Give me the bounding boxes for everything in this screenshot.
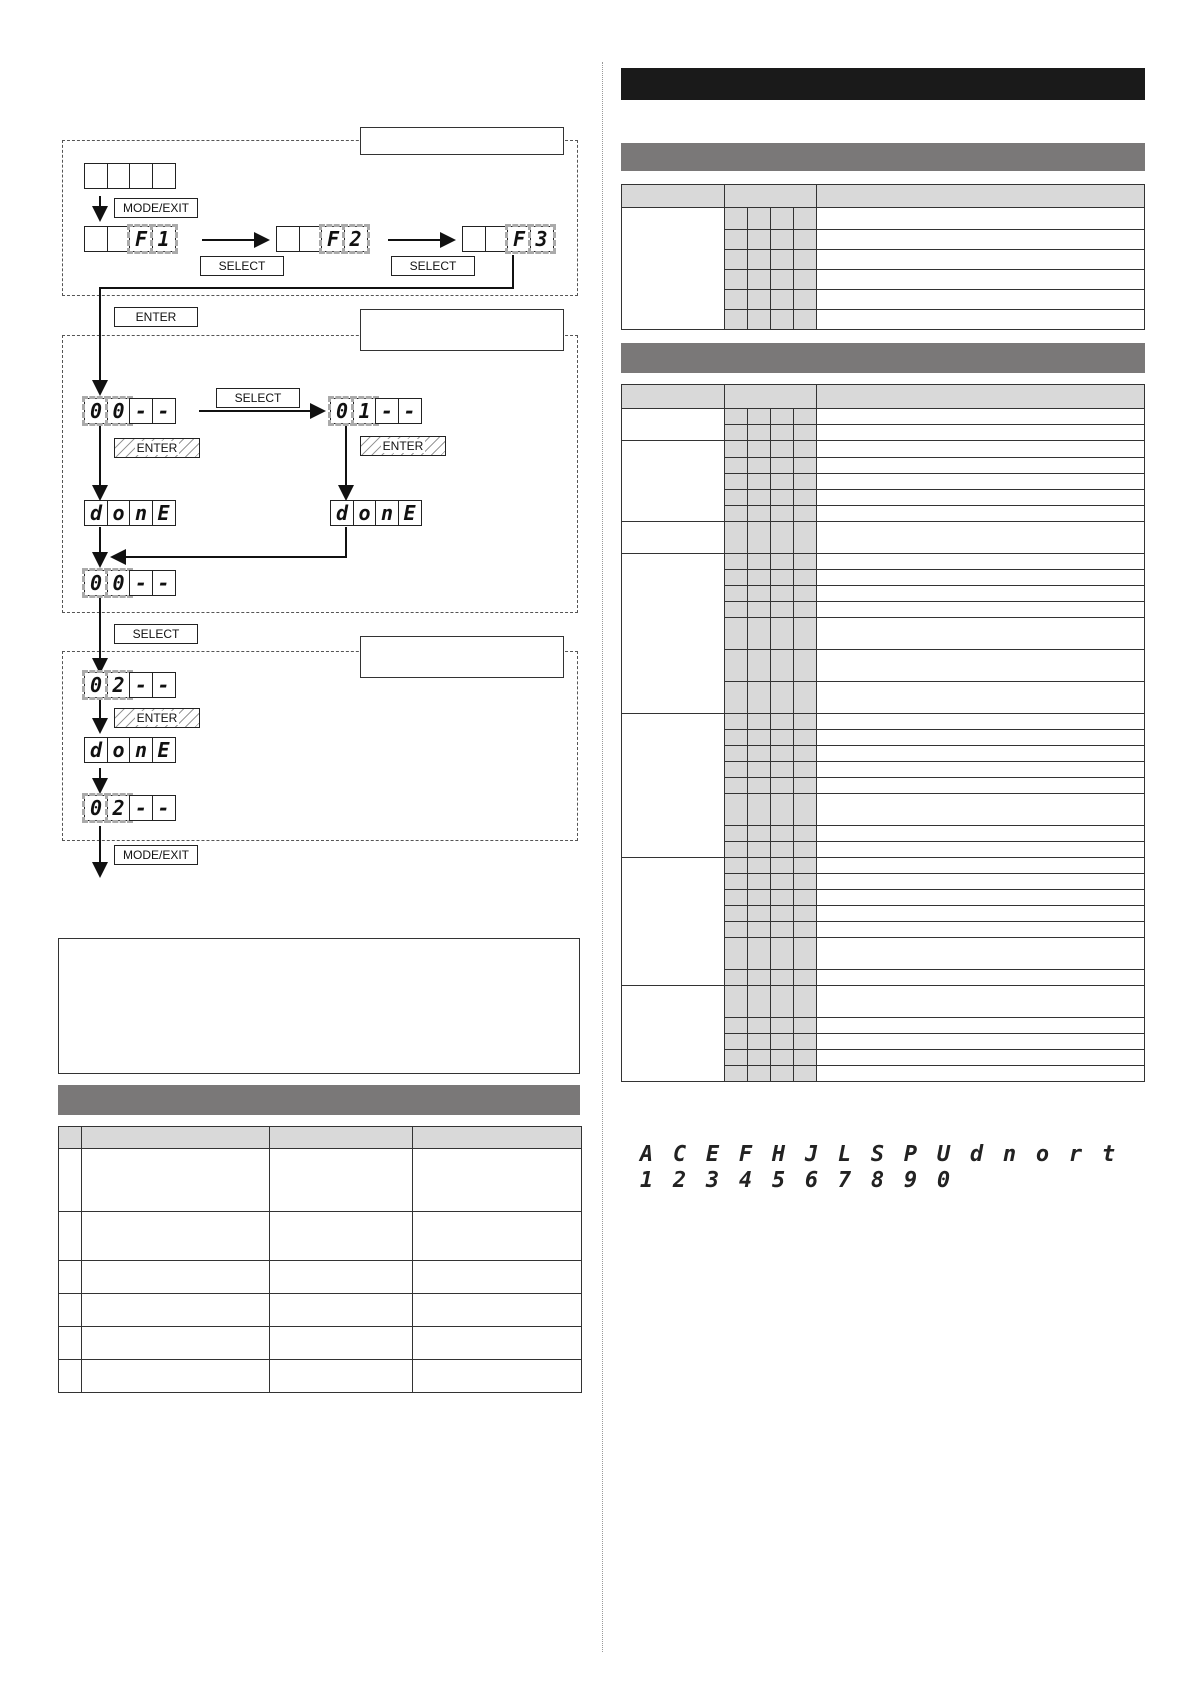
digit: 3 (530, 226, 554, 252)
glyph: r (1068, 1142, 1083, 1167)
glyph: E (705, 1142, 720, 1167)
display-00 (84, 398, 174, 424)
glyph: t (1101, 1142, 1116, 1167)
digit: 2 (344, 226, 368, 252)
digit: d (330, 500, 354, 526)
display-02 (84, 795, 174, 821)
display-f3 (462, 226, 552, 252)
enter-button[interactable] (114, 438, 200, 458)
note-box (58, 938, 580, 1074)
digit: 0 (84, 795, 108, 821)
digit: d (84, 500, 108, 526)
digit: 2 (107, 795, 131, 821)
display-00 (84, 570, 174, 596)
section-header-bar (58, 1085, 580, 1115)
digit: - (152, 398, 176, 424)
select-button[interactable]: SELECT (114, 624, 198, 644)
function-table-1 (621, 184, 1145, 330)
glyph: F (738, 1142, 753, 1167)
digit: o (107, 737, 131, 763)
specs-table (58, 1126, 582, 1393)
digit (84, 163, 108, 189)
select-button[interactable]: SELECT (391, 256, 475, 276)
digit: 2 (107, 672, 131, 698)
select-button[interactable]: SELECT (200, 256, 284, 276)
digit: 0 (84, 570, 108, 596)
glyph: 5 (771, 1168, 786, 1193)
enter-label: ENTER (136, 441, 178, 455)
glyph: o (1035, 1142, 1050, 1167)
display-01 (330, 398, 420, 424)
column-divider (602, 62, 603, 1652)
glyph: L (837, 1142, 852, 1167)
glyph: U (936, 1142, 951, 1167)
glyph: C (672, 1142, 687, 1167)
digit (107, 163, 131, 189)
digit: F (507, 226, 531, 252)
mode-exit-button[interactable]: MODE/EXIT (114, 845, 198, 865)
mode-exit-button[interactable]: MODE/EXIT (114, 198, 198, 218)
section-title-bar (621, 68, 1145, 100)
function-table-2 (621, 384, 1145, 1082)
digit (462, 226, 486, 252)
digit: - (129, 398, 153, 424)
glyph: 7 (837, 1168, 852, 1193)
digit: - (152, 570, 176, 596)
display-f1 (84, 226, 174, 252)
digit: - (129, 795, 153, 821)
digit: 1 (353, 398, 377, 424)
glyph: n (1002, 1142, 1017, 1167)
digit (152, 163, 176, 189)
digit: - (375, 398, 399, 424)
glyph: P (903, 1142, 918, 1167)
glyph: 1 (639, 1168, 654, 1193)
enter-button[interactable] (114, 708, 200, 728)
glyph: S (870, 1142, 885, 1167)
glyph-legend-letters (630, 1142, 1125, 1167)
glyph: 0 (936, 1168, 951, 1193)
glyph: 2 (672, 1168, 687, 1193)
digit: o (353, 500, 377, 526)
digit (276, 226, 300, 252)
glyph: 8 (870, 1168, 885, 1193)
digit: F (129, 226, 153, 252)
digit: 0 (107, 398, 131, 424)
glyph-legend-digits (630, 1168, 960, 1193)
display-done (330, 500, 420, 526)
glyph: 3 (705, 1168, 720, 1193)
subsection-bar (621, 343, 1145, 373)
digit: - (129, 672, 153, 698)
glyph: 6 (804, 1168, 819, 1193)
digit: 1 (152, 226, 176, 252)
glyph: A (639, 1142, 654, 1167)
subsection-bar (621, 143, 1145, 171)
glyph: 9 (903, 1168, 918, 1193)
digit: 0 (84, 672, 108, 698)
digit (299, 226, 323, 252)
digit: E (152, 500, 176, 526)
digit: n (129, 737, 153, 763)
display-02 (84, 672, 174, 698)
enter-button[interactable] (360, 436, 446, 456)
display-blank (84, 163, 174, 189)
enter-label: ENTER (136, 711, 178, 725)
digit: - (398, 398, 422, 424)
digit: F (321, 226, 345, 252)
glyph: d (969, 1142, 984, 1167)
display-done (84, 737, 174, 763)
digit: d (84, 737, 108, 763)
digit: n (375, 500, 399, 526)
digit: 0 (107, 570, 131, 596)
digit: E (152, 737, 176, 763)
digit: - (129, 570, 153, 596)
display-done (84, 500, 174, 526)
display-f2 (276, 226, 366, 252)
glyph: H (771, 1142, 786, 1167)
digit: E (398, 500, 422, 526)
digit: - (152, 672, 176, 698)
digit (129, 163, 153, 189)
digit: - (152, 795, 176, 821)
glyph: J (804, 1142, 819, 1167)
enter-label: ENTER (382, 439, 424, 453)
enter-button[interactable]: ENTER (114, 307, 198, 327)
digit: 0 (84, 398, 108, 424)
digit: n (129, 500, 153, 526)
glyph: 4 (738, 1168, 753, 1193)
select-button[interactable]: SELECT (216, 388, 300, 408)
digit (84, 226, 108, 252)
digit: o (107, 500, 131, 526)
digit: 0 (330, 398, 354, 424)
digit (485, 226, 509, 252)
digit (107, 226, 131, 252)
